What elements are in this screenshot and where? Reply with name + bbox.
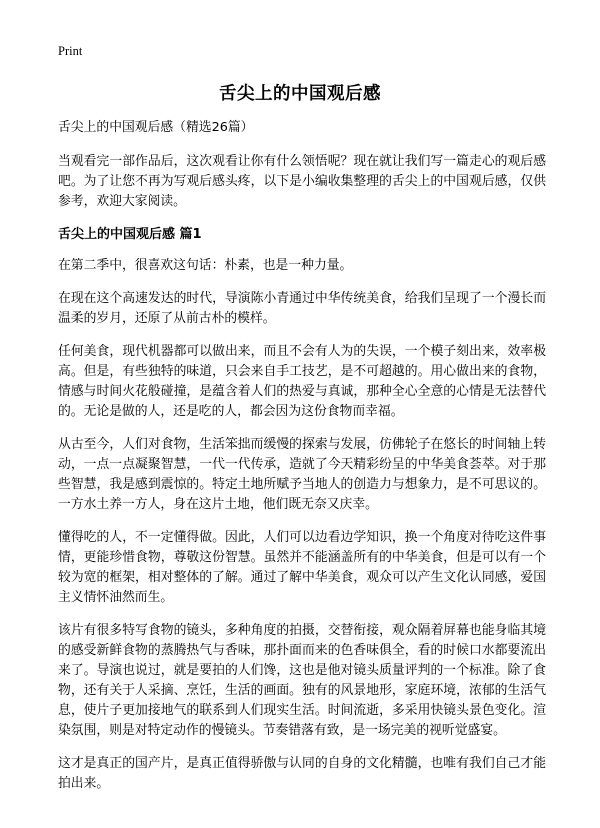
paragraph: 在第二季中，很喜欢这句话：朴素，也是一种力量。	[58, 258, 353, 273]
paragraph: 从古至今，人们对食物，生活笨拙而缓慢的探索与发展，仿佛轮子在悠长的时间轴上转动，一点一点凝聚智慧，一代一代传承，造就了今天精彩纷呈的中华美食荟萃。对于那些智慧，我是感到震惊的。特定土地所赋予当地人的创造力与想象力，是不可思议的。一方水土养一方人，身在这片土地，他们既无奈又庆幸。	[58, 437, 546, 512]
article-body	[58, 118, 546, 807]
section-heading: 舌尖上的中国观后感 篇1	[58, 227, 202, 242]
paragraph: 懂得吃的人，不一定懂得做。因此，人们可以边看边学知识，换一个角度对待吃这件事情，更能珍惜食物，尊敬这份智慧。虽然并不能涵盖所有的中华美食，但是可以有一个较为宽的框架，相对整体的了解。通过了解中华美食，观众可以产生文化认同感，爱国主义情怀油然而生。	[58, 530, 546, 605]
paragraph: 任何美食，现代机器都可以做出来，而且不会有人为的失误，一个模子刻出来，效率极高。但是，有些独特的味道，只会来自手工技艺，是不可超越的。用心做出来的食物，情感与时间火花般碰撞，是蕴含着人们的热爱与真诚，那种全心全意的心情是无法替代的。无论是做的人，还是吃的人，都会因为这份食物而幸福。	[58, 344, 546, 419]
print-link[interactable]: Print	[58, 44, 83, 58]
page-title: 舌尖上的中国观后感	[219, 84, 381, 104]
paragraph: 这才是真正的国产片，是真正值得骄傲与认同的自身的文化精髓，也唯有我们自己才能拍出来。	[58, 756, 546, 791]
intro-paragraph: 当观看完一部作品后，这次观看让你有什么领悟呢？现在就让我们写一篇走心的观后感吧。为了让您不再为写观后感头疼，以下是小编收集整理的舌尖上的中国观后感，仅供参考，欢迎大家阅读。	[58, 154, 546, 209]
article-subtitle: 舌尖上的中国观后感（精选26篇）	[58, 120, 254, 135]
paragraph: 在现在这个高速发达的时代，导演陈小青通过中华传统美食，给我们呈现了一个漫长而温柔的岁月，还原了从前古朴的模样。	[58, 291, 546, 326]
paragraph: 该片有很多特写食物的镜头，多种角度的拍摄，交替衔接，观众隔着屏幕也能身临其境的感受新鲜食物的蒸腾热气与香味，那扑面而来的色香味俱全，看的时候口水都要流出来了。导演也说过，就是要拍的人们馋，这也是他对镜头质量评判的一个标准。除了食物，还有关于人采摘、烹饪，生活的画面。独有的风景地形，家庭环境，浓郁的生活气息，使片子更加接地气的联系到人们现实生活。时间流逝，多采用快镜头景色变化。渲染氛围，则是对特定动作的慢镜头。节奏错落有致，是一场完美的视听觉盛宴。	[58, 623, 546, 738]
